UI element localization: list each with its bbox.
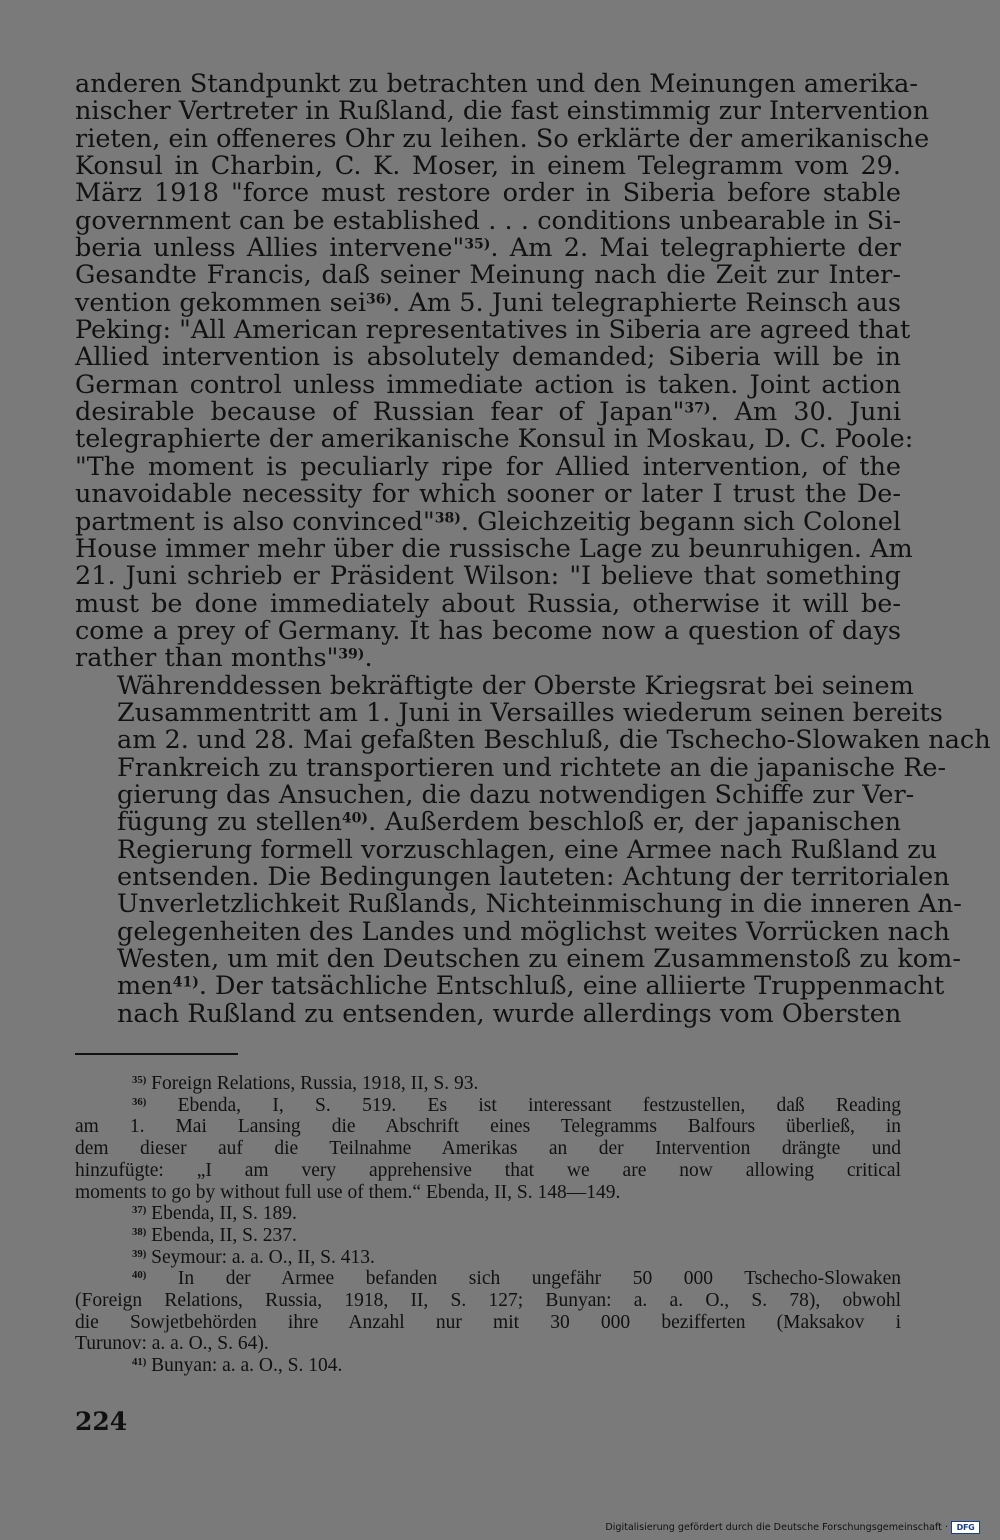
footnote-line: die Sowjetbehörden ihre Anzahl nur mit 30 000 bezifferten (Maksakov i bbox=[75, 1311, 901, 1333]
footnote-line: am 1. Mai Lansing die Abschrift eines Telegramms Balfours überließ, in bbox=[75, 1116, 901, 1138]
footnote-number: 41) bbox=[132, 1356, 147, 1369]
footnotes bbox=[75, 1073, 901, 1377]
text-line bbox=[75, 506, 902, 537]
text-line: Währenddessen bekräftigte der Oberste Kriegsrat bei seinem bbox=[117, 670, 914, 701]
text-line bbox=[75, 399, 901, 426]
footnote-ref: 36) bbox=[366, 291, 393, 308]
text-fragment: . Gleichzeitig begann sich Colonel bbox=[460, 506, 902, 537]
footnote-separator bbox=[75, 1053, 238, 1055]
footnote-37 bbox=[75, 1203, 901, 1225]
text-fragment: men bbox=[117, 971, 173, 1002]
text-fragment: . Am 30. Juni bbox=[710, 397, 902, 428]
text-line: German control unless immediate action is taken. Joint action bbox=[75, 369, 901, 400]
footnote-number: 39) bbox=[132, 1247, 147, 1260]
text-fragment: . Der tatsächliche Entschluß, eine alliierte Truppenmacht bbox=[198, 971, 945, 1002]
footnote-line: hinzufügte: „I am very apprehensive that we are now allowing critical bbox=[75, 1159, 901, 1181]
footnote-line bbox=[75, 1073, 901, 1095]
footnote-ref: 35) bbox=[464, 236, 491, 253]
footnote-ref: 38) bbox=[434, 509, 461, 526]
footnote-ref: 41) bbox=[172, 974, 199, 991]
footnote-line: moments to go by without full use of them.“ Ebenda, II, S. 148—149. bbox=[75, 1181, 621, 1203]
footnote-line: (Foreign Relations, Russia, 1918, II, S. 127; Bunyan: a. a. O., S. 78), obwohl bbox=[75, 1290, 901, 1312]
footnote-number: 40) bbox=[132, 1269, 147, 1282]
text-fragment: . Außerdem beschloß er, der japanischen bbox=[368, 807, 901, 838]
footnote-line: dem dieser auf die Teilnahme Amerikas an der Intervention drängte und bbox=[75, 1138, 901, 1160]
text-fragment: . Am 2. Mai telegraphierte der bbox=[490, 233, 902, 264]
text-fragment: rather than months" bbox=[75, 643, 339, 674]
footnote-line: Turunov: a. a. O., S. 64). bbox=[75, 1333, 269, 1355]
footnote-line bbox=[75, 1095, 901, 1117]
text-line: entsenden. Die Bedingungen lauteten: Achtung der territorialen bbox=[117, 861, 950, 892]
text-line: nischer Vertreter in Rußland, die fast einstimmig zur Intervention bbox=[75, 96, 930, 127]
text-line: House immer mehr über die russische Lage zu beunruhigen. Am bbox=[75, 533, 913, 564]
text-fragment: desirable because of Russian fear of Japan" bbox=[75, 397, 685, 428]
text-line: telegraphierte der amerikanische Konsul in Moskau, D. C. Poole: bbox=[75, 424, 914, 455]
text-line: nach Rußland zu entsenden, wurde allerdings vom Obersten bbox=[117, 998, 902, 1029]
footnote-ref: 40) bbox=[341, 810, 369, 827]
footnote-ref: 37) bbox=[684, 400, 711, 417]
footnote-number: 37) bbox=[132, 1204, 147, 1217]
text-line: gierung das Ansuchen, die dazu notwendigen Schiffe zur Ver- bbox=[117, 779, 915, 810]
paragraph-2 bbox=[75, 670, 991, 1029]
text-line: gelegenheiten des Landes und möglichst weites Vorrücken nach bbox=[117, 916, 950, 947]
footnote-38 bbox=[75, 1225, 901, 1247]
main-text bbox=[75, 69, 991, 1029]
text-line: Gesandte Francis, daß seiner Meinung nach die Zeit zur Inter- bbox=[75, 260, 901, 291]
footnote-line bbox=[75, 1225, 901, 1247]
text-fragment: fügung zu stellen bbox=[117, 807, 342, 838]
text-line bbox=[75, 645, 901, 672]
footnote-line bbox=[75, 1268, 901, 1290]
credit-text: Digitalisierung gefördert durch die Deutsche Forschungsgemeinschaft · bbox=[605, 1522, 948, 1533]
text-line: März 1918 "force must restore order in Siberia before stable bbox=[75, 178, 901, 209]
text-line: rieten, ein offeneres Ohr zu leihen. So erklärte der amerikanische bbox=[75, 123, 930, 154]
footnote-35 bbox=[75, 1073, 901, 1095]
footnote-number: 36) bbox=[132, 1095, 147, 1108]
text-line bbox=[75, 809, 901, 836]
text-line: Peking: "All American representatives in Siberia are agreed that bbox=[75, 315, 911, 346]
footnote-text: Ebenda, I, S. 519. Es ist interessant festzustellen, daß Reading bbox=[177, 1094, 901, 1116]
digitization-credit bbox=[605, 1521, 980, 1534]
footnote-line bbox=[75, 1355, 901, 1377]
text-fragment: . bbox=[364, 643, 373, 674]
footnote-ref: 39) bbox=[338, 646, 365, 663]
text-fragment: partment is also convinced" bbox=[75, 506, 435, 537]
footnote-number: 38) bbox=[132, 1226, 147, 1239]
dfg-logo-icon: DFG bbox=[951, 1521, 980, 1534]
footnote-36 bbox=[75, 1095, 901, 1204]
footnote-text: Ebenda, II, S. 189. bbox=[151, 1203, 297, 1225]
text-line: unavoidable necessity for which sooner or later I trust the De- bbox=[75, 479, 901, 510]
text-line: come a prey of Germany. It has become now a question of days bbox=[75, 615, 901, 646]
page-number: 224 bbox=[75, 1407, 128, 1436]
footnote-39 bbox=[75, 1247, 901, 1269]
text-line: Frankreich zu transportieren und richtete an die japanische Re- bbox=[117, 752, 947, 783]
text-line: Allied intervention is absolutely demanded; Siberia will be in bbox=[75, 342, 901, 373]
text-line: 21. Juni schrieb er Präsident Wilson: "I believe that something bbox=[75, 561, 901, 592]
text-fragment: vention gekommen sei bbox=[75, 287, 366, 318]
text-fragment: . Am 5. Juni telegraphierte Reinsch aus bbox=[392, 287, 901, 318]
footnote-40 bbox=[75, 1268, 901, 1355]
text-line bbox=[75, 971, 945, 1002]
footnote-text: Foreign Relations, Russia, 1918, II, S. 93. bbox=[151, 1073, 479, 1094]
footnote-text: Seymour: a. a. O., II, S. 413. bbox=[151, 1246, 375, 1268]
footnote-text: In der Armee befanden sich ungefähr 50 000 Tschecho-Slowaken bbox=[177, 1268, 902, 1290]
footnote-line bbox=[75, 1247, 901, 1269]
text-line bbox=[75, 235, 901, 262]
text-fragment: beria unless Allies intervene" bbox=[75, 233, 465, 264]
text-line: am 2. und 28. Mai gefaßten Beschluß, die Tschecho-Slowaken nach bbox=[117, 725, 991, 756]
text-line: Regierung formell vorzuschlagen, eine Armee nach Rußland zu bbox=[117, 834, 938, 865]
text-line: anderen Standpunkt zu betrachten und den Meinungen amerika- bbox=[75, 69, 918, 99]
footnote-text: Ebenda, II, S. 237. bbox=[151, 1224, 297, 1246]
footnote-number: 35) bbox=[132, 1074, 147, 1087]
text-line: Konsul in Charbin, C. K. Moser, in einem Telegramm vom 29. bbox=[75, 151, 901, 182]
footnote-text: Bunyan: a. a. O., S. 104. bbox=[151, 1355, 343, 1377]
text-line: "The moment is peculiarly ripe for Allied intervention, of the bbox=[75, 451, 901, 482]
text-line bbox=[75, 287, 901, 318]
text-line: Unverletzlichkeit Rußlands, Nichteinmischung in die inneren An- bbox=[117, 889, 962, 920]
text-line: must be done immediately about Russia, otherwise it will be- bbox=[75, 588, 901, 619]
text-line: Zusammentritt am 1. Juni in Versailles wiederum seinen bereits bbox=[117, 697, 943, 728]
text-line: Westen, um mit den Deutschen zu einem Zusammenstoß zu kom- bbox=[117, 944, 961, 974]
footnote-41 bbox=[75, 1355, 901, 1377]
text-line: government can be established . . . conditions unbearable in Si- bbox=[75, 205, 901, 236]
footnote-line bbox=[75, 1203, 901, 1225]
paragraph-1 bbox=[75, 69, 930, 674]
